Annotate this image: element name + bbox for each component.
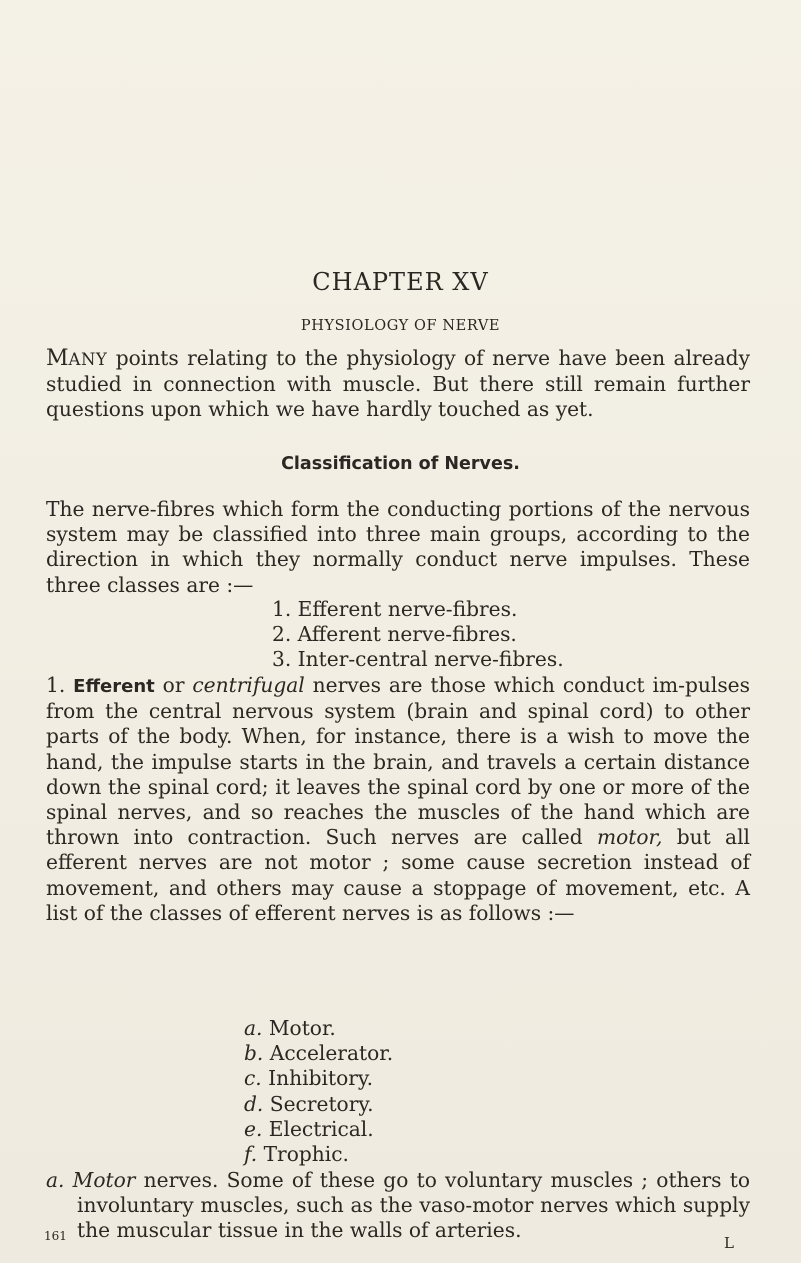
page-number: 161 [44,1229,67,1243]
list-label: Trophic. [263,1142,349,1167]
list-item [244,1066,393,1091]
motor-text: nerves. Some of these go to voluntary muscles ; others to involuntary muscles, such as the vaso-motor nerves which supply the muscular tissue in the walls of arteries. [77,1168,750,1243]
list-item [244,1016,393,1041]
motor-word: motor, [596,825,663,850]
list-item: 1. Efferent nerve-fibres. [272,597,518,621]
list-letter: b. [244,1041,264,1066]
list-label: Inhibitory. [268,1066,374,1091]
motor-letter: a. [46,1168,65,1192]
efferent-class-list [244,1016,393,1167]
intro-paragraph [46,346,750,423]
efferent-term: Efferent [73,676,155,697]
efferent-number: 1. [46,673,74,697]
list-item [244,1117,393,1142]
list-label: Secretory. [269,1091,374,1116]
nerve-class-list [272,597,564,673]
efferent-text-a: nerves are those which conduct im-pulses from the central nervous system (brain and spinal cord) to other parts of the body. When, for instance, there is a wish to move the hand, the impulse starts in the brain, and travels a certain distance down the spinal cord; it leaves the spinal cord by one or more of the spinal nerves, and so reaches the muscles of the hand which are thrown into contraction. Such nerves are called [46,673,750,850]
chapter-subtitle: PHYSIOLOGY OF NERVE [300,318,501,334]
list-letter: f. [244,1142,258,1167]
efferent-synonym: centrifugal [192,673,305,697]
section-heading: Classification of Nerves. [281,454,520,474]
list-item [244,1041,393,1066]
efferent-or: or [154,673,193,697]
intro-smallcaps: ANY [68,350,108,369]
list-letter: a. [244,1016,263,1040]
efferent-paragraph [46,673,750,926]
classification-paragraph: The nerve-fibres which form the conducting portions of the nervous system may be classified into three main groups, according to the direction in which they normally conduct nerve impulses. These three classes are :— [46,497,750,597]
list-item [244,1142,393,1167]
list-letter: c. [244,1066,262,1091]
intro-initial: M [46,346,69,371]
efferent-text-b: but all efferent nerves are not motor ; some cause secretion instead of movement, and others may cause a stoppage of movement, etc. A list of the classes of efferent nerves is as follows :— [46,825,750,925]
list-item [244,1092,393,1117]
list-label: Motor. [268,1016,336,1040]
list-letter: e. [244,1116,263,1141]
list-label: Accelerator. [269,1041,394,1066]
list-item: 3. Inter-central nerve-fibres. [272,647,564,672]
list-item: 2. Afferent nerve-fibres. [272,622,517,647]
intro-text: points relating to the physiology of nerve have been already studied in connection with muscle. But there still remain further questions upon which we have hardly touched as yet. [46,346,750,422]
motor-term: Motor [72,1168,136,1192]
list-letter: d. [244,1091,264,1116]
list-label: Electrical. [268,1116,374,1141]
chapter-title: CHAPTER XV [312,268,489,296]
signature-mark: L [724,1234,734,1252]
